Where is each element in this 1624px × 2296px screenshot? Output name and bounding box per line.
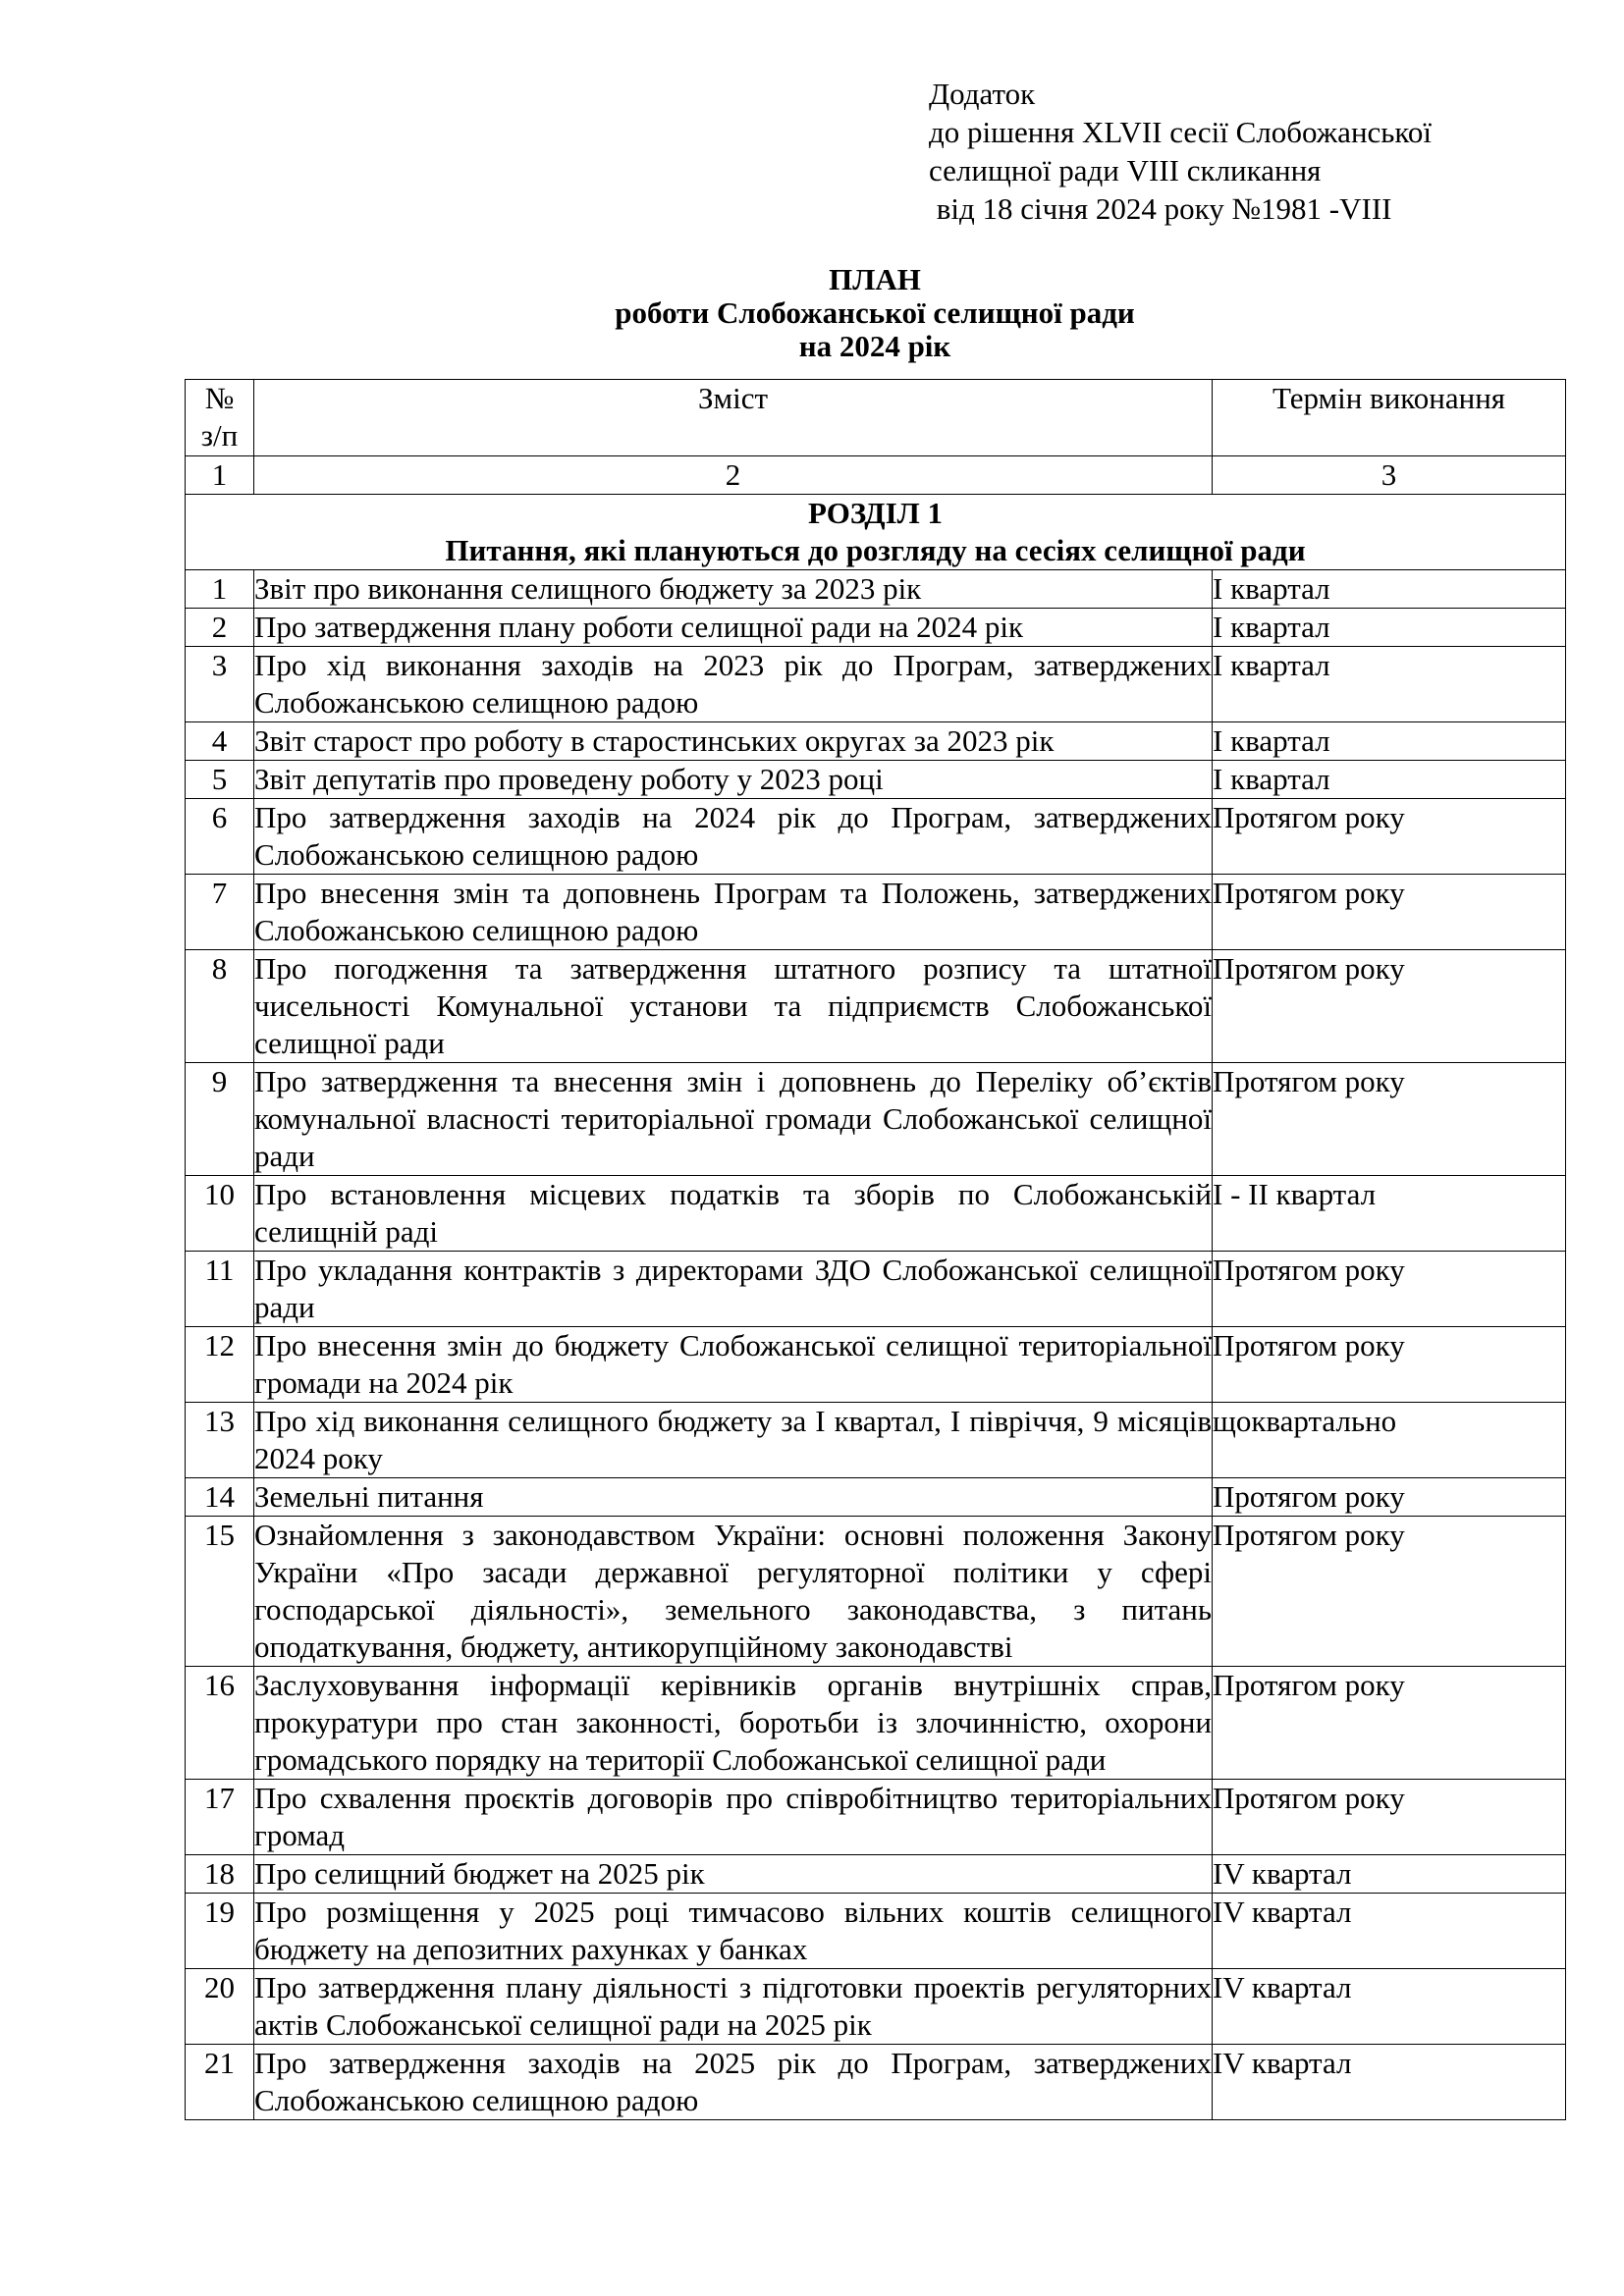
header-num (186, 380, 254, 456)
row-term: І квартал (1213, 761, 1566, 799)
row-term: І квартал (1213, 722, 1566, 761)
row-content: Про затвердження плану роботи селищної ради на 2024 рік (254, 609, 1213, 647)
row-term: ІV квартал (1213, 2045, 1566, 2120)
row-content: Про хід виконання селищного бюджету за І квартал, І півріччя, 9 місяців 2024 року (254, 1403, 1213, 1478)
row-term: Протягом року (1213, 875, 1566, 950)
row-num: 18 (186, 1855, 254, 1894)
table-row (186, 2045, 1566, 2120)
row-term: Протягом року (1213, 1478, 1566, 1517)
row-num: 13 (186, 1403, 254, 1478)
row-num: 21 (186, 2045, 254, 2120)
row-num: 20 (186, 1969, 254, 2045)
row-num: 3 (186, 647, 254, 722)
heading-subtitle: роботи Слобожанської селищної ради (615, 295, 1135, 330)
row-term: Протягом року (1213, 1517, 1566, 1667)
table-row (186, 761, 1566, 799)
table-row (186, 1780, 1566, 1855)
row-content: Звіт старост про роботу в старостинських округах за 2023 рік (254, 722, 1213, 761)
table-row (186, 799, 1566, 875)
row-num: 6 (186, 799, 254, 875)
plan-table (185, 379, 1566, 2120)
table-header-row (186, 380, 1566, 456)
row-term: І квартал (1213, 570, 1566, 609)
row-num: 11 (186, 1252, 254, 1327)
row-content: Про внесення змін та доповнень Програм та Положень, затверджених Слобожанською селищною радою (254, 875, 1213, 950)
annex-line: до рішення XLVII сесії Слобожанської (929, 115, 1433, 149)
row-term: ІV квартал (1213, 1894, 1566, 1969)
row-content: Звіт про виконання селищного бюджету за 2023 рік (254, 570, 1213, 609)
row-content: Про укладання контрактів з директорами ЗДО Слобожанської селищної ради (254, 1252, 1213, 1327)
row-num: 12 (186, 1327, 254, 1403)
row-content: Про затвердження та внесення змін і доповнень до Переліку об’єктів комунальної власності територіальної громади Слобожанської селищної ради (254, 1063, 1213, 1176)
row-num: 15 (186, 1517, 254, 1667)
row-num: 14 (186, 1478, 254, 1517)
row-term: Протягом року (1213, 1327, 1566, 1403)
annex-line: селищної ради VIII скликання (929, 153, 1322, 187)
row-term: Протягом року (1213, 950, 1566, 1063)
section-row (186, 495, 1566, 570)
row-content: Про погодження та затвердження штатного розпису та штатної чисельності Комунальної установи та підприємств Слобожанської селищної ради (254, 950, 1213, 1063)
row-num: 16 (186, 1667, 254, 1780)
row-num: 9 (186, 1063, 254, 1176)
row-term: Протягом року (1213, 1063, 1566, 1176)
table-row (186, 1252, 1566, 1327)
table-row (186, 1478, 1566, 1517)
table-row (186, 1403, 1566, 1478)
row-term: ІV квартал (1213, 1969, 1566, 2045)
header-num-line2: з/п (200, 418, 239, 453)
row-num: 8 (186, 950, 254, 1063)
row-term: І квартал (1213, 647, 1566, 722)
row-num: 4 (186, 722, 254, 761)
row-term: Протягом року (1213, 1667, 1566, 1780)
row-content: Заслуховування інформації керівників органів внутрішніх справ, прокуратури про стан законності, боротьби із злочинністю, охорони громадського порядку на території Слобожанської селищної ради (254, 1667, 1213, 1780)
row-term: щоквартально (1213, 1403, 1566, 1478)
row-content: Про встановлення місцевих податків та зборів по Слобожанській селищній раді (254, 1176, 1213, 1252)
row-num: 19 (186, 1894, 254, 1969)
row-num: 10 (186, 1176, 254, 1252)
row-term: І квартал (1213, 609, 1566, 647)
row-term: І - ІІ квартал (1213, 1176, 1566, 1252)
row-content: Про затвердження заходів на 2025 рік до Програм, затверджених Слобожанською селищною радою (254, 2045, 1213, 2120)
index-cell: 2 (254, 456, 1213, 495)
table-row (186, 950, 1566, 1063)
table-row (186, 570, 1566, 609)
table-row (186, 609, 1566, 647)
row-num: 17 (186, 1780, 254, 1855)
section-subtitle: Питання, які плануються до розгляду на сесіях селищної ради (445, 533, 1306, 567)
row-term: Протягом року (1213, 799, 1566, 875)
row-content: Про хід виконання заходів на 2023 рік до Програм, затверджених Слобожанською селищною радою (254, 647, 1213, 722)
index-row (186, 456, 1566, 495)
index-cell: 3 (1213, 456, 1566, 495)
table-row (186, 1667, 1566, 1780)
row-content: Про схвалення проєктів договорів про співробітництво територіальних громад (254, 1780, 1213, 1855)
table-row (186, 1176, 1566, 1252)
table-row (186, 722, 1566, 761)
header-num-line1: № (204, 381, 235, 415)
row-content: Про селищний бюджет на 2025 рік (254, 1855, 1213, 1894)
table-row (186, 1063, 1566, 1176)
header-term: Термін виконання (1213, 380, 1566, 456)
row-content: Про внесення змін до бюджету Слобожанської селищної територіальної громади на 2024 рік (254, 1327, 1213, 1403)
table-row (186, 1894, 1566, 1969)
annex-line: Додаток (929, 77, 1036, 111)
row-content: Про затвердження плану діяльності з підготовки проектів регуляторних актів Слобожанської селищної ради на 2025 рік (254, 1969, 1213, 2045)
table-row (186, 875, 1566, 950)
row-num: 1 (186, 570, 254, 609)
section-title: РОЗДІЛ 1 (807, 496, 944, 530)
table-row (186, 1855, 1566, 1894)
table-row (186, 1327, 1566, 1403)
row-content: Ознайомлення з законодавством України: основні положення Закону України «Про засади державної регуляторної політики у сфері господарської діяльності», земельного законодавства, з питань оподаткування, бюджету, антикорупційному законодавстві (254, 1517, 1213, 1667)
document-heading (185, 263, 1565, 363)
row-content: Про затвердження заходів на 2024 рік до Програм, затверджених Слобожанською селищною радою (254, 799, 1213, 875)
table-row (186, 1969, 1566, 2045)
row-term: ІV квартал (1213, 1855, 1566, 1894)
row-content: Земельні питання (254, 1478, 1213, 1517)
annex-line: від 18 січня 2024 року №1981 -VIII (929, 191, 1392, 226)
row-term: Протягом року (1213, 1252, 1566, 1327)
heading-title: ПЛАН (829, 262, 921, 296)
row-num: 7 (186, 875, 254, 950)
row-term: Протягом року (1213, 1780, 1566, 1855)
section-cell (186, 495, 1566, 570)
heading-year: на 2024 рік (798, 329, 951, 363)
header-content: Зміст (254, 380, 1213, 456)
row-num: 2 (186, 609, 254, 647)
index-cell: 1 (186, 456, 254, 495)
annex-block (929, 75, 1432, 228)
row-content: Звіт депутатів про проведену роботу у 2023 році (254, 761, 1213, 799)
row-content: Про розміщення у 2025 році тимчасово вільних коштів селищного бюджету на депозитних рахунках у банках (254, 1894, 1213, 1969)
table-row (186, 1517, 1566, 1667)
table-row (186, 647, 1566, 722)
row-num: 5 (186, 761, 254, 799)
